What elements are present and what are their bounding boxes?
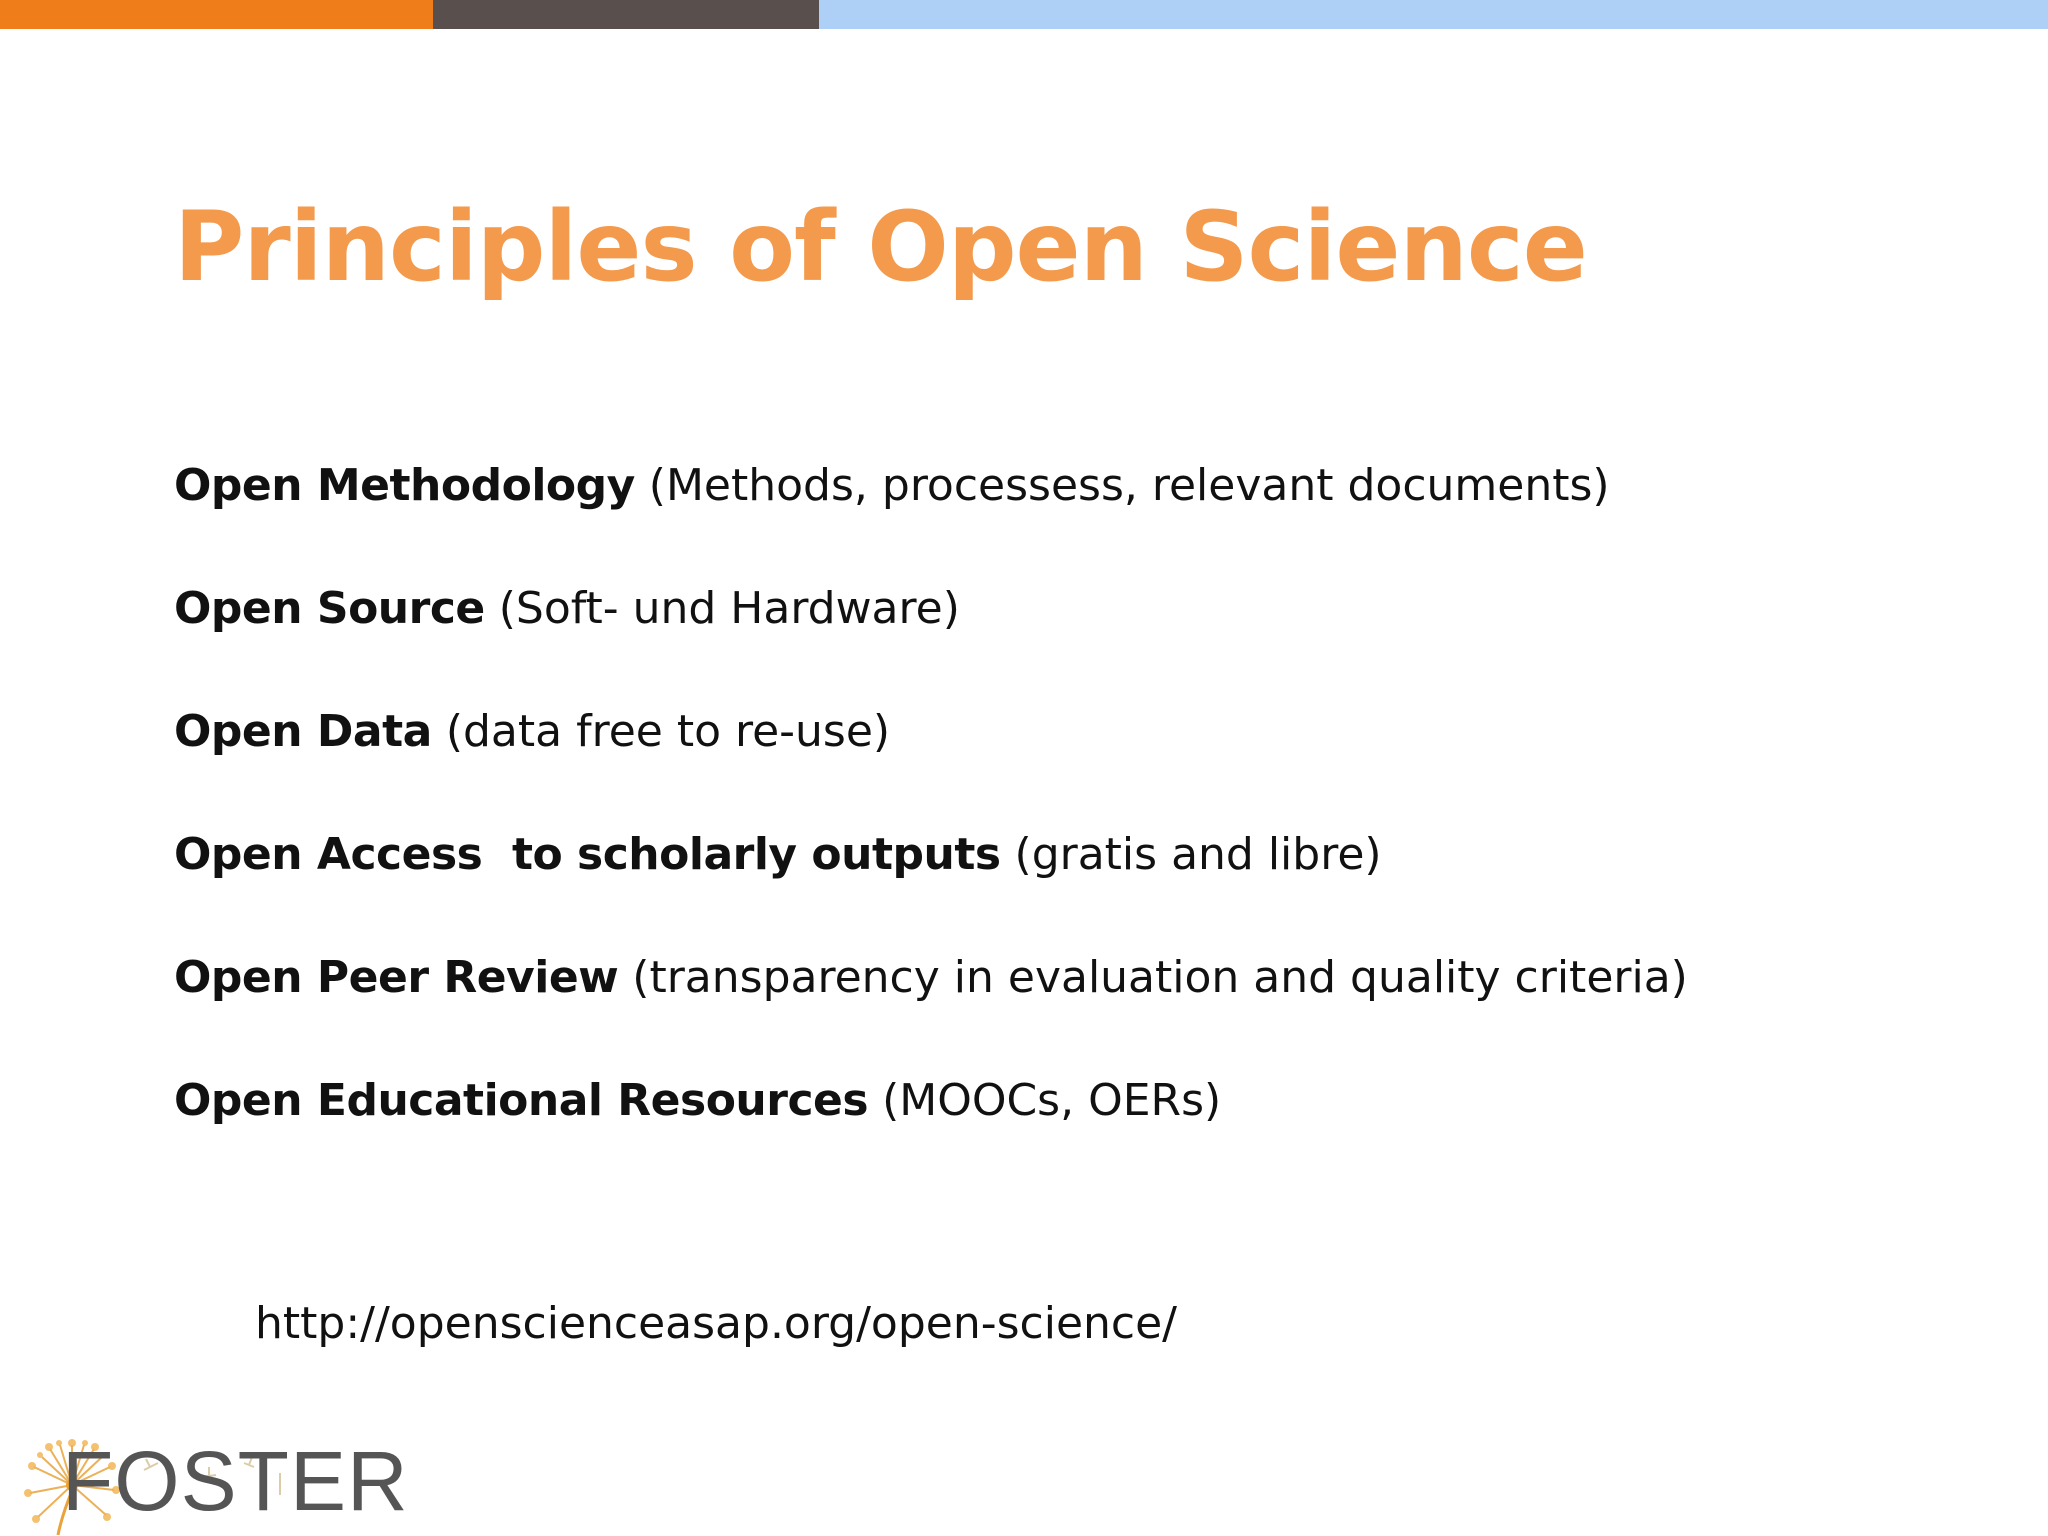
source-link[interactable]: http://openscienceasap.org/open-science/ bbox=[255, 1298, 1177, 1349]
principle-description: (gratis and libre) bbox=[1000, 829, 1382, 880]
top-bar-orange-segment bbox=[0, 0, 433, 29]
principles-list bbox=[174, 456, 1688, 1194]
principle-item bbox=[174, 702, 1688, 825]
principle-item bbox=[174, 948, 1688, 1071]
slide-title: Principles of Open Science bbox=[174, 191, 1587, 303]
principle-item bbox=[174, 456, 1688, 579]
principle-description: (Methods, processess, relevant documents) bbox=[634, 460, 1610, 511]
principle-description: (MOOCs, OERs) bbox=[868, 1075, 1222, 1126]
foster-logo bbox=[14, 1345, 409, 1535]
principle-name: Open Methodology bbox=[174, 460, 635, 511]
principle-name: Open Peer Review bbox=[174, 952, 619, 1003]
principle-name: Open Data bbox=[174, 706, 432, 757]
principle-item bbox=[174, 825, 1688, 948]
principle-description: (transparency in evaluation and quality criteria) bbox=[618, 952, 1688, 1003]
principle-description: (data free to re-use) bbox=[431, 706, 891, 757]
top-color-bar bbox=[0, 0, 2048, 29]
principle-item bbox=[174, 579, 1688, 702]
principle-name: Open Access to scholarly outputs bbox=[174, 829, 1001, 880]
principle-item bbox=[174, 1071, 1688, 1194]
top-bar-blue-segment bbox=[819, 0, 2048, 29]
principle-description: (Soft- und Hardware) bbox=[484, 583, 960, 634]
principle-name: Open Educational Resources bbox=[174, 1075, 869, 1126]
foster-logo-text: FOSTER bbox=[62, 1434, 409, 1528]
top-bar-dark-segment bbox=[433, 0, 819, 29]
principle-name: Open Source bbox=[174, 583, 485, 634]
